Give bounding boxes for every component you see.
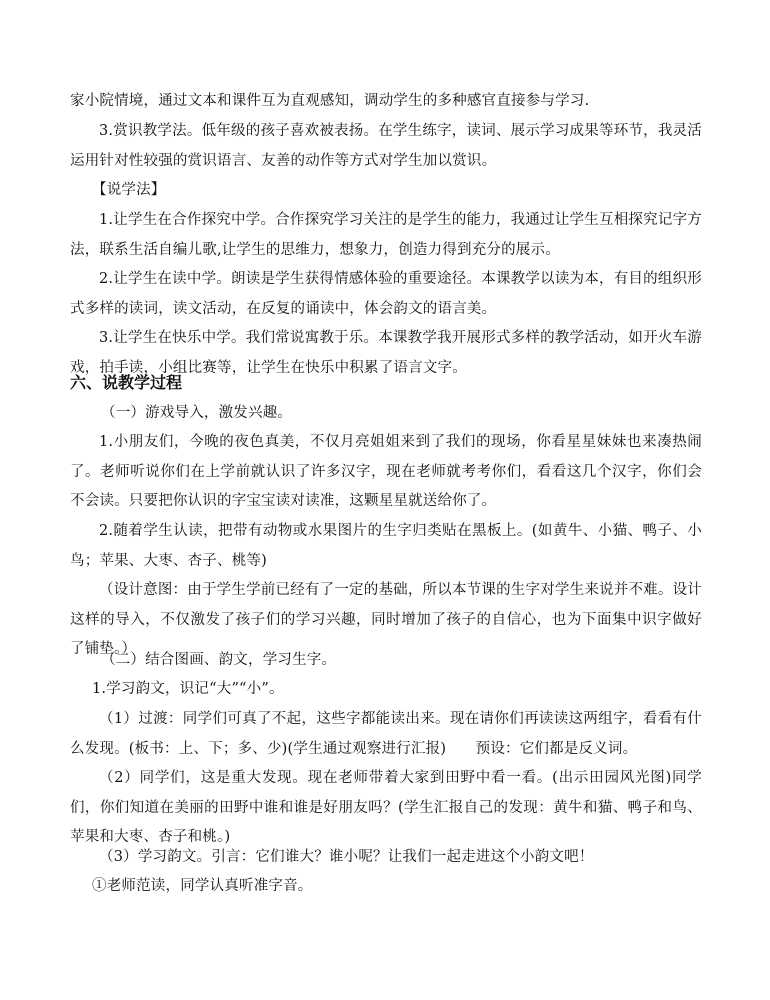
subsection-pictures-rhymes: （二）结合图画、韵文，学习生字。: [101, 652, 337, 668]
paragraph-night-stars: 1.小朋友们，今晚的夜色真美，不仅月亮姐姐来到了我们的现场，你看星星妹妹也来凑热闹了。老师听说你们在上学前就认识了许多汉字，现在老师就考考你们，看看这几个汉字，你们会不会读。只要把你认识的字宝宝读对读准，这颗星星就送给你了。: [70, 434, 702, 509]
paragraph-learn-rhyme: 1.学习韵文，识记“大”“小”。: [92, 681, 284, 697]
paragraph-intro-continuation: 家小院情境，通过文本和课件互为直观感知，调动学生的多种感官直接参与学习.: [70, 93, 590, 109]
paragraph-happy-learning: 3.让学生在快乐中学。我们常说寓教于乐。本课教学我开展形式多样的教学活动，如开火车游戏，拍手读，小组比赛等，让学生在快乐中积累了语言文字。: [70, 330, 702, 376]
paragraph-transition: （1）过渡：同学们可真了不起，这些字都能读出来。现在请你们再读读这两组字，看看有什么发现。(板书：上、下；多、少)(学生通过观察进行汇报) 预设：它们都是反义词。: [70, 711, 702, 757]
section-heading-teaching-process: 六、说教学过程: [70, 373, 183, 392]
paragraph-appreciation-method: 3.赏识教学法。低年级的孩子喜欢被表扬。在学生练字，读词、展示学习成果等环节，我灵活运用针对性较强的赏识语言、友善的动作等方式对学生加以赏识。: [70, 123, 702, 169]
section-label-learning-methods: 【说学法】: [92, 182, 166, 198]
paragraph-learn-rhyme-text: （3）学习韵文。引言：它们谁大？谁小呢？让我们一起走进这个小韵文吧！: [99, 849, 594, 865]
subsection-game-intro: （一）游戏导入，激发兴趣。: [101, 405, 293, 421]
paragraph-reading-learning: 2.让学生在读中学。朗读是学生获得情感体验的重要途径。本课教学以读为本，有目的组织形式多样的读词，读文活动，在反复的诵读中，体会韵文的语言美。: [70, 271, 702, 317]
paragraph-classify-characters: 2.随着学生认读，把带有动物或水果图片的生字归类贴在黑板上。(如黄牛、小猫、鸭子、小鸟；苹果、大枣、杏子、桃等): [70, 523, 702, 569]
paragraph-cooperative-learning: 1.让学生在合作探究中学。合作探究学习关注的是学生的能力，我通过让学生互相探究记字方法，联系生活自编儿歌,让学生的思维力，想象力，创造力得到充分的展示。: [70, 212, 702, 258]
paragraph-field-scene: （2）同学们，这是重大发现。现在老师带着大家到田野中看一看。(出示田园风光图)同学们，你们知道在美丽的田野中谁和谁是好朋友吗？(学生汇报自己的发现：黄牛和猫、鸭子和鸟、苹果和大枣、杏子和桃。): [70, 770, 702, 845]
paragraph-design-intent: （设计意图：由于学生学前已经有了一定的基础，所以本节课的生字对学生来说并不难。设计这样的导入，不仅激发了孩子们的学习兴趣，同时增加了孩子的自信心，也为下面集中识字做好了铺垫。）: [70, 582, 702, 657]
paragraph-teacher-reading: ①老师范读，同学认真听准字音。: [92, 878, 313, 894]
